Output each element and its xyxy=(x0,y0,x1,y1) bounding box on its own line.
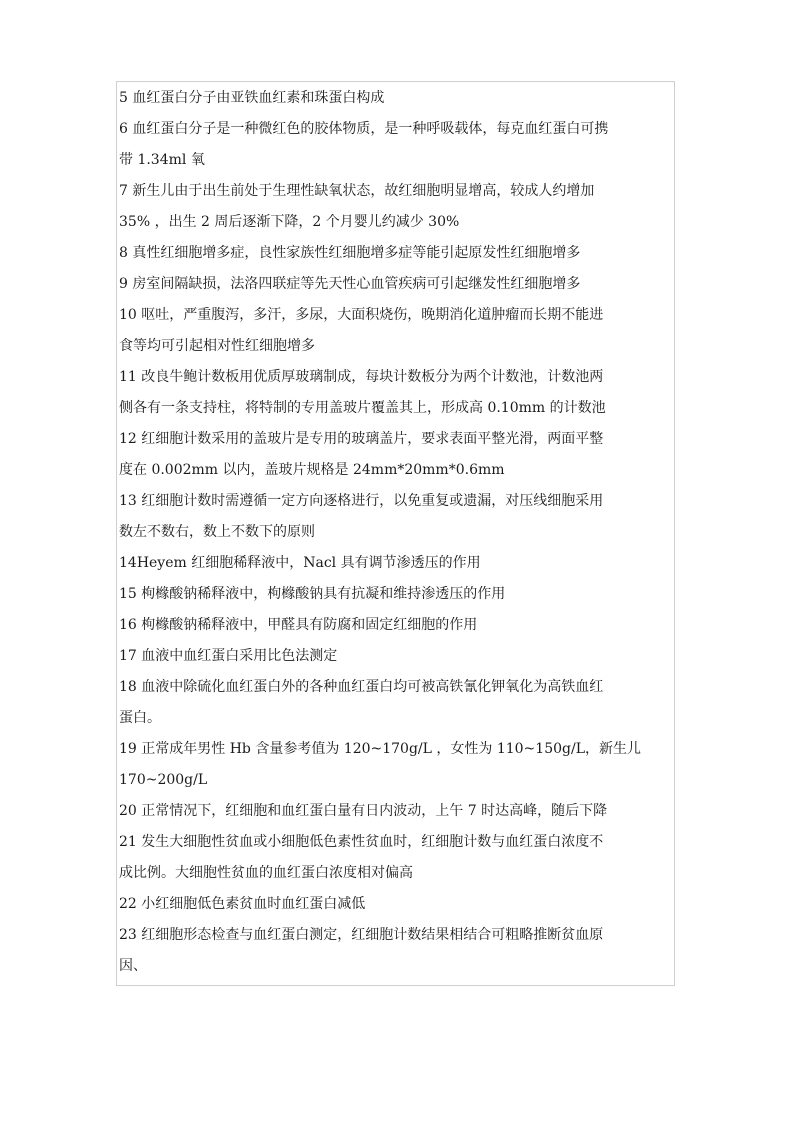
document-text-lines xyxy=(119,86,675,985)
text-line: 成比例。大细胞性贫血的血红蛋白浓度相对偏高 xyxy=(119,865,413,881)
text-line: 食等均可引起相对性红细胞增多 xyxy=(119,338,315,354)
text-line: 21 发生大细胞性贫血或小细胞低色素性贫血时，红细胞计数与血红蛋白浓度不 xyxy=(119,834,604,850)
text-line: 因、 xyxy=(119,958,147,974)
text-line: 11 改良牛鲍计数板用优质厚玻璃制成，每块计数板分为两个计数池，计数池两 xyxy=(119,369,604,385)
text-line: 数左不数右，数上不数下的原则 xyxy=(119,524,315,540)
text-line: 19 正常成年男性 Hb 含量参考值为 120~170g/L ，女性为 110~150g/L，新生儿 xyxy=(119,741,641,757)
text-line: 5 血红蛋白分子由亚铁血红素和珠蛋白构成 xyxy=(119,90,385,106)
text-line: 13 红细胞计数时需遵循一定方向逐格进行，以免重复或遗漏，对压线细胞采用 xyxy=(119,493,604,509)
text-line: 度在 0.002mm 以内，盖玻片规格是 24mm*20mm*0.6mm xyxy=(119,462,505,478)
text-line: 8 真性红细胞增多症，良性家族性红细胞增多症等能引起原发性红细胞增多 xyxy=(119,245,581,261)
text-line: 18 血液中除硫化血红蛋白外的各种血红蛋白均可被高铁氰化钾氧化为高铁血红 xyxy=(119,679,604,695)
text-line: 7 新生儿由于出生前处于生理性缺氧状态，故红细胞明显增高，较成人约增加 xyxy=(119,183,595,199)
text-line: 15 枸橼酸钠稀释液中，枸橼酸钠具有抗凝和维持渗透压的作用 xyxy=(119,586,506,602)
text-line: 35% ，出生 2 周后逐渐下降，2 个月婴儿约减少 30% xyxy=(119,214,460,230)
text-line: 蛋白。 xyxy=(119,710,161,726)
text-line: 侧各有一条支持柱，将特制的专用盖玻片覆盖其上，形成高 0.10mm 的计数池 xyxy=(119,400,606,416)
text-line: 16 枸橼酸钠稀释液中，甲醛具有防腐和固定红细胞的作用 xyxy=(119,617,478,633)
text-line: 带 1.34ml 氧 xyxy=(119,152,205,168)
text-line: 10 呕吐，严重腹泻，多汗，多尿，大面积烧伤，晚期消化道肿瘤而长期不能进 xyxy=(119,307,604,323)
text-line: 17 血液中血红蛋白采用比色法测定 xyxy=(119,648,338,664)
text-line: 23 红细胞形态检查与血红蛋白测定，红细胞计数结果相结合可粗略推断贫血原 xyxy=(119,927,604,943)
text-line: 22 小红细胞低色素贫血时血红蛋白减低 xyxy=(119,896,366,912)
text-line: 170~200g/L xyxy=(119,772,208,788)
text-line: 14Heyem 红细胞稀释液中，Nacl 具有调节渗透压的作用 xyxy=(119,555,481,571)
text-line: 20 正常情况下，红细胞和血红蛋白量有日内波动，上午 7 时达高峰，随后下降 xyxy=(119,803,608,819)
text-line: 9 房室间隔缺损，法洛四联症等先天性心血管疾病可引起继发性红细胞增多 xyxy=(119,276,581,292)
text-line: 6 血红蛋白分子是一种微红色的胶体物质，是一种呼吸载体，每克血红蛋白可携 xyxy=(119,121,609,137)
text-line: 12 红细胞计数采用的盖玻片是专用的玻璃盖片，要求表面平整光滑，两面平整 xyxy=(119,431,604,447)
